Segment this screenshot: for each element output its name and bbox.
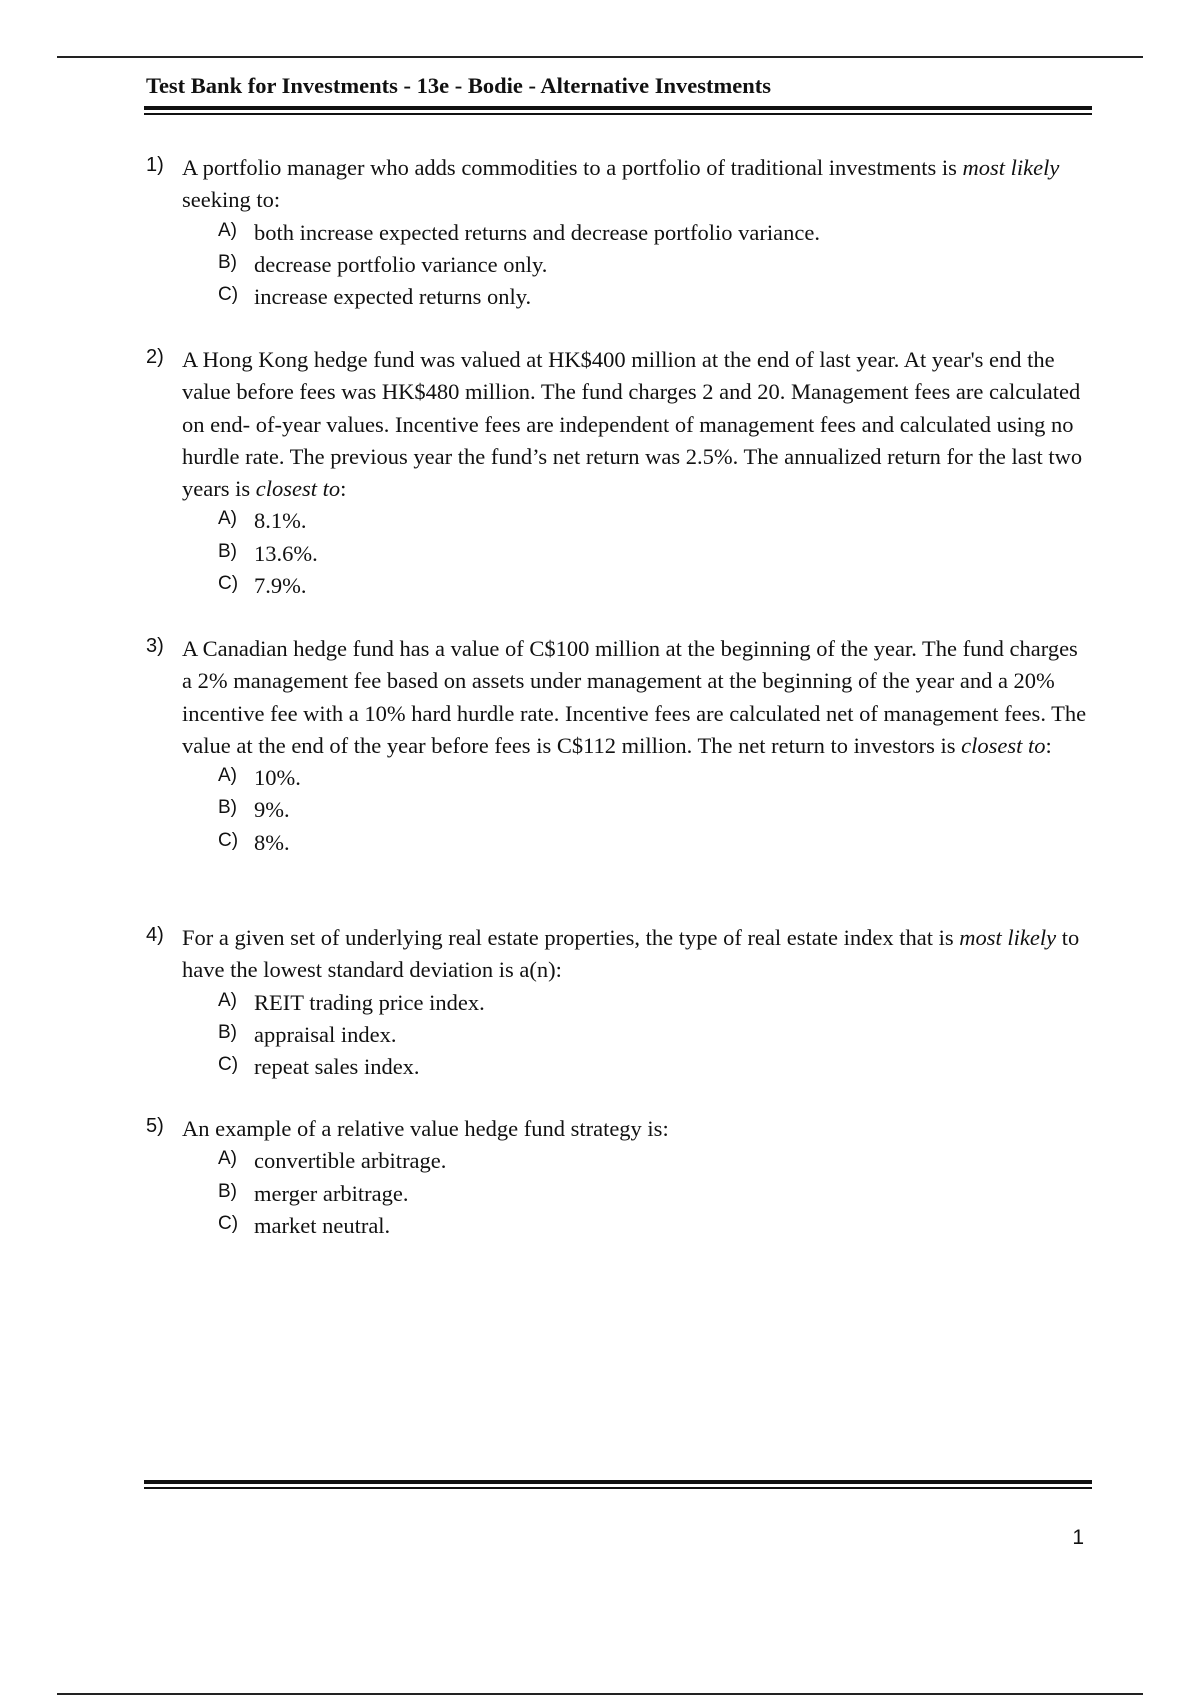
- option-letter: B): [218, 540, 237, 562]
- question-5: [146, 1113, 1092, 1242]
- option-letter: C): [218, 284, 239, 306]
- option-text: repeat sales index.: [254, 1054, 420, 1080]
- option-text: decrease portfolio variance only.: [254, 251, 548, 277]
- top-divider: [57, 56, 1143, 58]
- option-text: merger arbitrage.: [254, 1180, 409, 1206]
- option-letter: B): [218, 797, 237, 819]
- option-text: 9%.: [254, 797, 290, 823]
- answer-option-c: [218, 281, 1092, 313]
- answer-option-c: [218, 1210, 1092, 1242]
- question-number: 3): [146, 635, 164, 657]
- option-text: market neutral.: [254, 1212, 391, 1238]
- option-letter: A): [218, 508, 237, 530]
- option-text: 8%.: [254, 829, 290, 855]
- bottom-divider: [57, 1693, 1143, 1695]
- option-letter: C): [218, 829, 239, 851]
- answer-option-b: [218, 1019, 1092, 1051]
- answer-option-b: [218, 249, 1092, 281]
- question-text: A portfolio manager who adds commodities to a portfolio of traditional investments is most likely seeking to:: [182, 155, 1060, 213]
- question-text: A Canadian hedge fund has a value of C$100 million at the beginning of the year. The fund charges a 2% management fee based on assets under management at the beginning of the year and a 20% incentive fee with a 10% hard hurdle rate. Incentive fees are calculated net of management fees. The value at the end of the year before fees is C$112 million. The net return to investors is closest to:: [182, 636, 1087, 758]
- question-2: [146, 344, 1092, 602]
- question-3: [146, 633, 1092, 859]
- answer-option-a: [218, 987, 1092, 1019]
- option-letter: B): [218, 1021, 237, 1043]
- page-title: Test Bank for Investments - 13e - Bodie - Alternative Investments: [146, 73, 771, 98]
- option-text: both increase expected returns and decrease portfolio variance.: [254, 219, 820, 245]
- option-text: 8.1%.: [254, 508, 307, 534]
- option-text: 7.9%.: [254, 573, 307, 599]
- question-number: 2): [146, 346, 164, 368]
- answer-option-b: [218, 1178, 1092, 1210]
- option-letter: B): [218, 1180, 237, 1202]
- question-text: A Hong Kong hedge fund was valued at HK$400 million at the end of last year. At year's end the value before fees was HK$480 million. The fund charges 2 and 20. Management fees are calculated on end- of-year values. Incentive fees are independent of management fees and calculated using no hurdle rate. The previous year the fund’s net return was 2.5%. The annualized return for the last two years is closest to:: [182, 347, 1083, 502]
- option-text: increase expected returns only.: [254, 284, 532, 310]
- option-letter: C): [218, 1054, 239, 1076]
- question-text: For a given set of underlying real estate properties, the type of real estate index that is most likely to have the lowest standard deviation is a(n):: [182, 925, 1080, 983]
- option-letter: A): [218, 219, 237, 241]
- answer-option-c: [218, 827, 1092, 859]
- option-letter: B): [218, 251, 237, 273]
- answer-option-b: [218, 538, 1092, 570]
- header-double-rule: [144, 106, 1092, 115]
- answer-option-a: [218, 505, 1092, 537]
- question-1: [146, 152, 1092, 313]
- question-number: 5): [146, 1115, 164, 1137]
- answer-option-c: [218, 570, 1092, 602]
- question-4: [146, 922, 1092, 1083]
- option-letter: C): [218, 1212, 239, 1234]
- option-text: appraisal index.: [254, 1021, 397, 1047]
- page-number: 1: [1072, 1526, 1084, 1549]
- option-text: REIT trading price index.: [254, 989, 485, 1015]
- answer-option-c: [218, 1051, 1092, 1083]
- footer-double-rule: [144, 1480, 1092, 1489]
- option-letter: A): [218, 989, 237, 1011]
- option-letter: A): [218, 1148, 237, 1170]
- question-number: 1): [146, 154, 164, 176]
- option-letter: C): [218, 573, 239, 595]
- answer-option-a: [218, 217, 1092, 249]
- option-text: 10%.: [254, 765, 301, 791]
- question-number: 4): [146, 924, 164, 946]
- question-text: An example of a relative value hedge fund strategy is:: [182, 1116, 669, 1141]
- option-text: convertible arbitrage.: [254, 1148, 447, 1174]
- answer-option-b: [218, 794, 1092, 826]
- option-letter: A): [218, 765, 237, 787]
- option-text: 13.6%.: [254, 540, 318, 566]
- answer-option-a: [218, 762, 1092, 794]
- answer-option-a: [218, 1145, 1092, 1177]
